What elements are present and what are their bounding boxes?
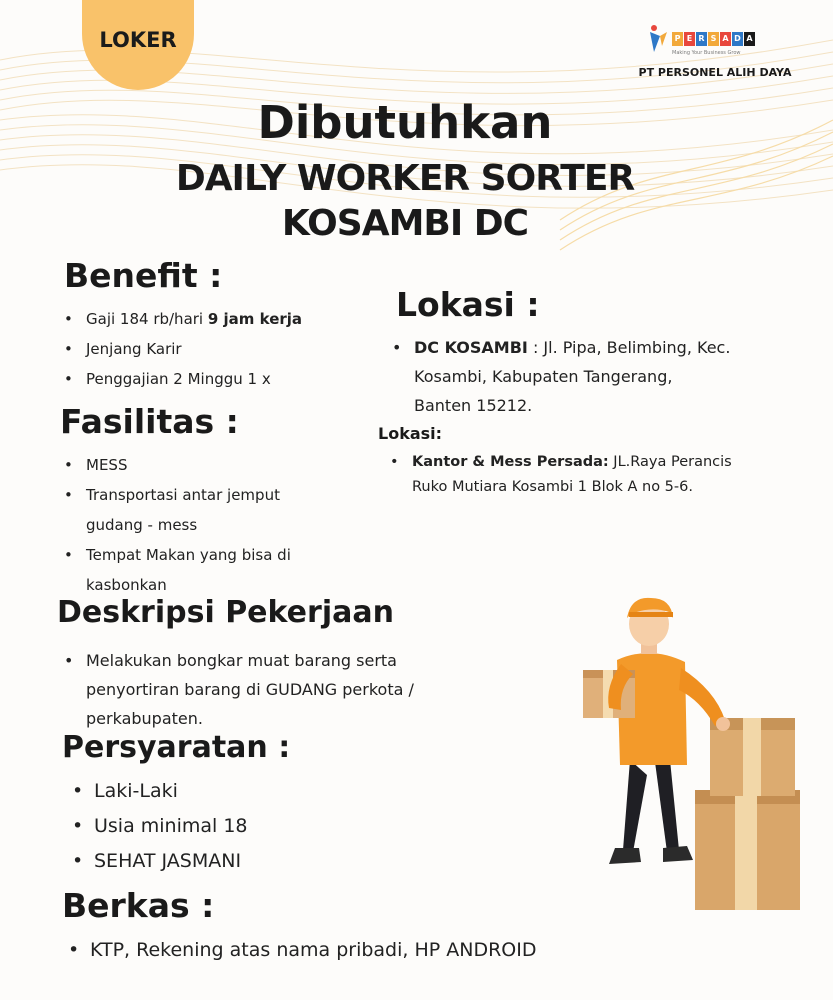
list-item: • Penggajian 2 Minggu 1 x — [62, 364, 382, 394]
list-item: • Melakukan bongkar muat barang serta penyortiran barang di GUDANG perkota / perkabupaten. — [62, 646, 532, 733]
loker-label: LOKER — [99, 28, 177, 52]
logo-letter: P — [672, 32, 683, 46]
persada-logo-wordmark — [672, 32, 756, 48]
headline: Dibutuhkan — [257, 96, 553, 149]
list-item: • Gaji 184 rb/hari 9 jam kerja — [62, 304, 382, 334]
deskripsi-list — [62, 646, 532, 733]
job-title: DAILY WORKER SORTER — [175, 158, 635, 199]
fasilitas-heading: Fasilitas : — [60, 402, 239, 441]
lokasi-list — [390, 333, 820, 420]
list-item: • Jenjang Karir — [62, 334, 382, 364]
list-item: • Laki-Laki — [70, 774, 470, 809]
list-item: • SEHAT JASMANI — [70, 844, 470, 879]
job-location-title: KOSAMBI DC — [281, 203, 529, 244]
lokasi-kantor-list — [388, 450, 828, 500]
list-item: • Tempat Makan yang bisa di kasbonkan — [62, 540, 382, 600]
benefit-heading: Benefit : — [64, 256, 223, 295]
logo-letter: E — [684, 32, 695, 46]
deskripsi-heading: Deskripsi Pekerjaan — [57, 595, 394, 630]
persyaratan-heading: Persyaratan : — [62, 730, 291, 765]
lokasi-kantor-heading: Lokasi: — [378, 424, 443, 443]
persyaratan-list — [70, 774, 470, 879]
lokasi-heading: Lokasi : — [396, 285, 540, 324]
list-item: • KTP, Rekening atas nama pribadi, HP ANDROID — [66, 935, 766, 965]
logo-letter: A — [720, 32, 731, 46]
logo-letter: D — [732, 32, 743, 46]
berkas-heading: Berkas : — [62, 886, 215, 925]
list-item: • DC KOSAMBI : Jl. Pipa, Belimbing, Kec. Kosambi, Kabupaten Tangerang, Banten 15212. — [390, 333, 820, 420]
list-item: • MESS — [62, 450, 382, 480]
list-item: • Transportasi antar jemput gudang - mess — [62, 480, 382, 540]
delivery-worker-illustration — [575, 590, 815, 920]
logo-letter: R — [696, 32, 707, 46]
list-item: • Usia minimal 18 — [70, 809, 470, 844]
list-item: • Kantor & Mess Persada: JL.Raya Perancis Ruko Mutiara Kosambi 1 Blok A no 5-6. — [388, 450, 828, 500]
logo-letter: A — [744, 32, 755, 46]
persada-logo-icon — [648, 24, 668, 54]
logo-tagline: Making Your Business Grow — [672, 50, 741, 56]
fasilitas-list — [62, 450, 382, 600]
berkas-list — [66, 935, 766, 965]
logo-letter: S — [708, 32, 719, 46]
benefit-list — [62, 304, 382, 394]
company-name: PT PERSONEL ALIH DAYA — [638, 66, 792, 79]
